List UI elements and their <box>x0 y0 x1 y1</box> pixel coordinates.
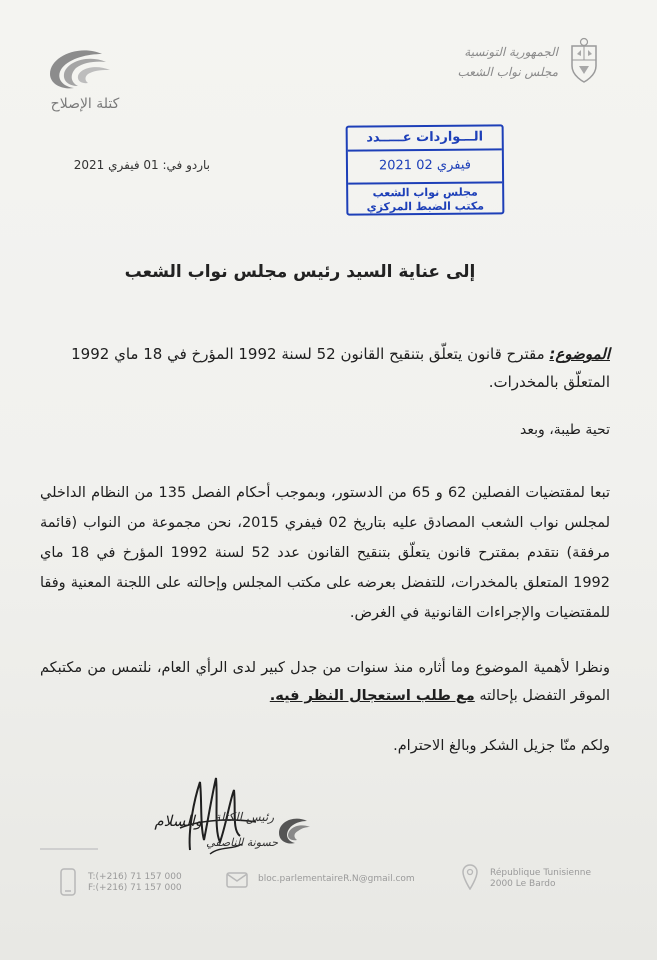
body-paragraph-1: تبعا لمقتضيات الفصلين 62 و 65 من الدستور، وبموجب أحكام الفصل 135 من النظام الداخلي لمجلس نواب الشعب المصادق عليه بتاريخ 02 فيفري 2015، نحن مجموعة من النواب (قائمة مرفقة) نتقدم بمقترح قانون يتعلّق بتنقيح القانون عدد 52 لسنة 1992 المؤرخ في 18 ماي 1992 المتعلق بالمخدرات، للتفضل بعرضه على مكتب المجلس وإحالته على اللجنة المعنية وفقا للمقتضيات والإجراءات القانونية في الغرض. <box>40 485 610 621</box>
phone-number: T:(+216) 71 157 000 <box>88 872 182 882</box>
stamp-footer-line: مكتب الضبط المركزي <box>366 199 485 214</box>
closing-line: ولكم منّا جزيل الشكر وبالغ الاحترام. <box>393 738 610 754</box>
location-pin-icon <box>462 864 478 890</box>
paragraph-2-text: ونظرا لأهمية الموضوع وما أثاره منذ سنوات من جدل كبير لدى الرأي العام، نلتمس من مكتبكم الموقر التفضل بإحالته <box>40 660 610 704</box>
address-line: République Tunisienne <box>490 868 592 878</box>
republic-line: الجمهورية التونسية <box>464 45 558 59</box>
footer-divider <box>40 848 98 850</box>
reception-stamp <box>346 124 505 215</box>
stamp-footer-line: مجلس نواب الشعب <box>372 185 478 200</box>
fax-number: F:(+216) 71 157 000 <box>88 883 182 893</box>
urgency-request: مع طلب استعجال النظر فيه. <box>269 688 475 704</box>
phone-icon <box>60 868 76 896</box>
letter-date: باردو في: 01 فيفري 2021 <box>73 158 210 172</box>
subject-label: الموضوع: <box>549 345 610 363</box>
body-paragraph-2 <box>40 654 610 710</box>
footer-address <box>490 868 610 890</box>
mail-icon <box>226 872 248 888</box>
parliament-line: مجلس نواب الشعب <box>457 65 558 79</box>
subject-text: مقترح قانون يتعلّق بتنقيح القانون 52 لسنة 1992 المؤرخ في 18 ماي 1992 المتعلّق بالمخدرات. <box>71 345 610 391</box>
republic-header <box>430 42 558 82</box>
signer-role: رئيس الكتلة <box>214 810 274 824</box>
stamp-date: فيفري 02 2021 <box>378 157 472 174</box>
bloc-logo-text: كتلة الإصلاح <box>50 96 120 112</box>
subject <box>50 340 610 396</box>
signer-name: حسونة الناصفي <box>206 836 278 849</box>
salutation: والسلام <box>154 812 202 830</box>
addressee: إلى عناية السيد رئيس مجلس نواب الشعب <box>124 262 476 282</box>
address-line: 2000 Le Bardo <box>490 879 556 889</box>
footer-phones <box>88 872 198 894</box>
footer-email: bloc.parlementaireR.N@gmail.com <box>258 874 415 884</box>
bloc-small-logo-icon <box>275 815 315 851</box>
bloc-logo-icon <box>40 46 120 92</box>
stamp-footer <box>348 181 502 214</box>
stamp-title: الـــواردات عـــــدد <box>348 126 502 151</box>
greeting: تحية طيبة، وبعد <box>520 422 610 438</box>
tunisia-emblem-icon <box>566 36 602 84</box>
